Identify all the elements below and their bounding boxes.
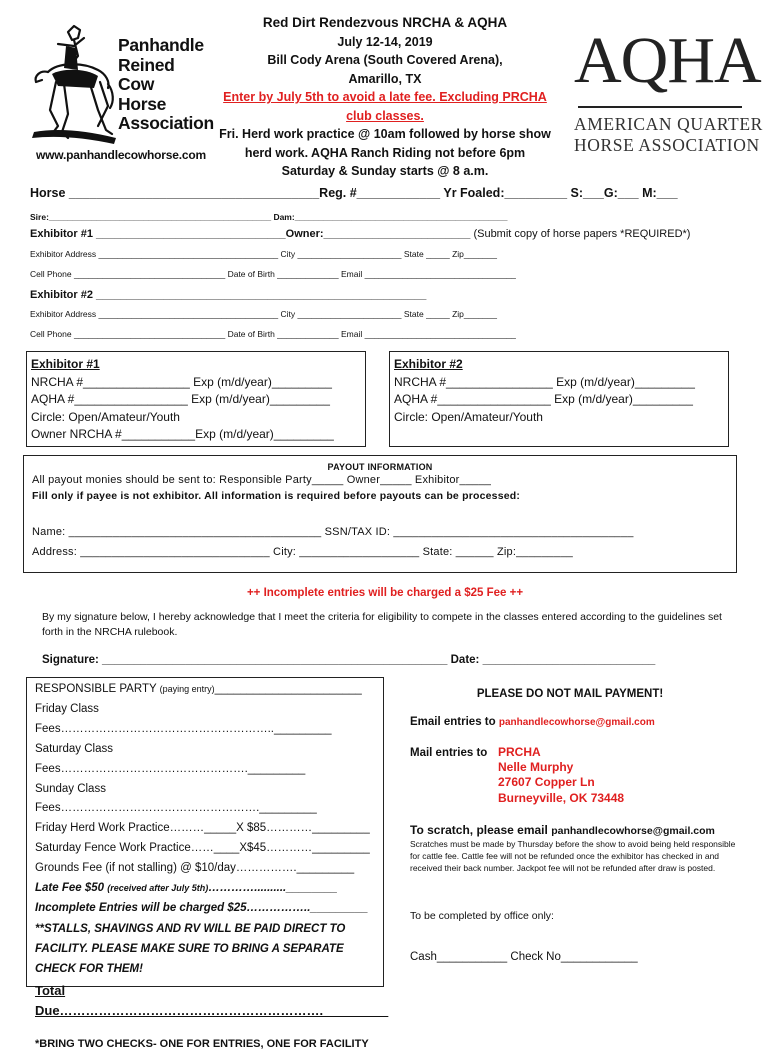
aqha-logo: AQHA (574, 24, 761, 97)
cash-check-field[interactable]: Cash___________ Check No____________ (410, 951, 638, 963)
event-venue: Bill Cody Arena (South Covered Arena), (267, 53, 503, 67)
incomplete-entry-notice: ++ Incomplete entries will be charged a $25 Fee ++ (246, 587, 524, 599)
saturday-fee-field[interactable]: Saturday Class Fees…………………………………………._________ (35, 742, 306, 775)
mail-street: 27607 Copper Ln (498, 775, 595, 790)
aqha-logo-rule (578, 106, 742, 108)
late-fee-blank: …………..........________ (208, 882, 338, 895)
payout-title: PAYOUT INFORMATION (327, 462, 433, 472)
sunday-fee-field[interactable]: Sunday Class Fees……………………………………………._________ (35, 782, 317, 815)
exhibitor1-address-field[interactable]: Exhibitor Address ______________________________________ City ______________________ State _____ Zip_______ (30, 249, 497, 259)
exhibitor2-membership-box (389, 351, 729, 447)
payout-recipient-choice[interactable]: All payout monies should be sent to: Responsible Party_____ Owner_____ Exhibitor_____ (32, 474, 492, 486)
scratch-email-link[interactable]: panhandlecowhorse@gmail.com (551, 825, 715, 837)
membership-ex1-title: Exhibitor #1 (31, 357, 100, 371)
payout-address-field[interactable]: Address: ______________________________ City: ___________________ State: ______ Zip:_________ (32, 546, 573, 558)
late-fee-label: Late Fee $50 (35, 882, 105, 895)
submit-papers-note: (Submit copy of horse papers *REQUIRED*) (470, 228, 691, 240)
fence-practice-fee-field[interactable]: Saturday Fence Work Practice……____X$45…………_________ (35, 842, 370, 855)
schedule-line-1: Fri. Herd work practice @ 10am followed by horse show (219, 127, 551, 141)
fees-list (35, 680, 389, 1055)
stalls-note: **STALLS, SHAVINGS AND RV WILL BE PAID DIRECT TO FACILITY. PLEASE MAKE SURE TO BRING A SEPARATE CHECK FOR THEM! (35, 922, 346, 975)
no-mail-notice: PLEASE DO NOT MAIL PAYMENT! (476, 688, 664, 700)
total-due-field[interactable]: Total Due……………………………………………………._________ (35, 982, 389, 1018)
grounds-fee-field[interactable]: Grounds Fee (if not stalling) @ $10/day……………._________ (35, 862, 355, 875)
office-use-label: To be completed by office only: (410, 910, 554, 922)
phrca-name-line3: Cow (118, 74, 155, 94)
horse-field[interactable]: Horse ____________________________________Reg. #____________ Yr Foaled:_________ S:___G:___ M:___ (30, 186, 678, 200)
event-city: Amarillo, TX (348, 71, 422, 86)
phrca-name-line2: Reined (118, 54, 175, 75)
exhibitor2-phone-field[interactable]: Cell Phone ________________________________ Date of Birth _____________ Email ________________________________ (30, 329, 516, 339)
aqha-logo-name (574, 114, 763, 156)
schedule-line-2: herd work. AQHA Ranch Riding not before 6pm (244, 145, 526, 160)
membership-ex2-aqha[interactable]: AQHA #_________________ Exp (m/d/year)_________ (394, 392, 693, 406)
event-header (200, 14, 570, 181)
mail-name-2: Nelle Murphy (498, 760, 574, 775)
exhibitor1-owner-field[interactable]: Exhibitor #1 _______________________________Owner:________________________ (30, 228, 471, 240)
incomplete-fee-field[interactable]: Incomplete Entries will be charged $25…………….._________ (35, 901, 368, 914)
phrca-name-line1: Panhandle (118, 35, 204, 55)
responsible-party-blank: _______________________ (214, 683, 362, 695)
responsible-party-field[interactable] (35, 680, 381, 700)
exhibitor2-address-field[interactable]: Exhibitor Address ______________________________________ City ______________________ State _____ Zip_______ (30, 309, 497, 319)
mail-address-block (498, 745, 624, 806)
horse-rider-icon (28, 22, 118, 147)
membership-ex1-aqha[interactable]: AQHA #_________________ Exp (m/d/year)_________ (31, 392, 330, 406)
schedule-line-3: Saturday & Sunday starts @ 8 a.m. (281, 164, 489, 178)
scratch-label: To scratch, please email (410, 823, 548, 837)
email-entries-row (410, 716, 655, 728)
membership-ex2-title: Exhibitor #2 (394, 357, 463, 371)
herd-practice-fee-field[interactable]: Friday Herd Work Practice………_____X $85…………_________ (35, 822, 370, 835)
friday-fee-field[interactable]: Friday Class Fees……………………………………………….._________ (35, 702, 332, 735)
late-fee-notice: Enter by July 5th to avoid a late fee. Excluding PRCHA club classes. (223, 90, 547, 123)
membership-ex2-nrcha[interactable]: NRCHA #________________ Exp (m/d/year)_________ (394, 374, 695, 389)
aqha-name-line2: HORSE ASSOCIATION (574, 135, 760, 155)
payout-box (23, 455, 737, 573)
exhibitor1-phone-field[interactable]: Cell Phone ________________________________ Date of Birth _____________ Email ________________________________ (30, 269, 516, 279)
responsible-party-sub: (paying entry) (159, 684, 215, 694)
exhibitor1-row (30, 228, 690, 240)
fees-box (26, 677, 389, 1050)
payout-instructions: Fill only if payee is not exhibitor. All information is required before payouts can be processed: (32, 490, 521, 502)
responsible-party-label: RESPONSIBLE PARTY (35, 683, 157, 695)
membership-ex1-nrcha[interactable]: NRCHA #________________ Exp (m/d/year)_________ (31, 374, 332, 389)
membership-ex1-owner-nrcha[interactable]: Owner NRCHA #___________Exp (m/d/year)_________ (31, 427, 334, 441)
two-checks-note: *BRING TWO CHECKS- ONE FOR ENTRIES, ONE FOR FACILITY (35, 1037, 369, 1050)
membership-ex2-circle[interactable]: Circle: Open/Amateur/Youth (394, 409, 543, 424)
mail-city: Burneyville, OK 73448 (498, 790, 625, 805)
email-entries-label: Email entries to (410, 716, 496, 728)
email-entries-link[interactable]: panhandlecowhorse@gmail.com (498, 717, 655, 728)
aqha-name-line1: AMERICAN QUARTER (574, 114, 763, 134)
exhibitor1-membership-box (26, 351, 366, 447)
late-fee-field[interactable] (35, 879, 381, 899)
sire-dam-field[interactable]: Sire:_______________________________________________ Dam:_____________________________________________ (30, 212, 508, 222)
mail-entries-label: Mail entries to (410, 747, 488, 759)
scratch-policy-note: Scratches must be made by Thursday before the show to avoid being held responsible for cattle fee. Cattle fee will not be refunded once the exhibitor has checked in and received their back number. Jackpot fee will not be refunded after draw is posted. (410, 839, 736, 873)
payout-name-ssn-field[interactable]: Name: ________________________________________ SSN/TAX ID: ______________________________________ (32, 526, 634, 538)
acknowledgement-text: By my signature below, I hereby acknowledge that I meet the criteria for eligibility to compete in the classes entered according to the guidelines set forth in the NRCHA rulebook. (42, 611, 722, 638)
membership-ex1-circle[interactable]: Circle: Open/Amateur/Youth (31, 409, 180, 424)
phrca-name-line4: Horse (118, 93, 167, 114)
mail-name-1: PRCHA (498, 745, 541, 759)
event-dates: July 12-14, 2019 (337, 34, 433, 49)
event-title: Red Dirt Rendezvous NRCHA & AQHA (262, 15, 508, 30)
late-fee-sub: (received after July 5th) (107, 883, 209, 894)
phrca-url: www.panhandlecowhorse.com (36, 148, 206, 162)
phrca-name-line5: Association (118, 113, 214, 133)
signature-date-field[interactable]: Signature: ______________________________________________________ Date: ___________________________ (42, 654, 656, 666)
scratch-row (410, 823, 715, 837)
exhibitor2-field[interactable]: Exhibitor #2 ______________________________________________________ (30, 289, 427, 301)
